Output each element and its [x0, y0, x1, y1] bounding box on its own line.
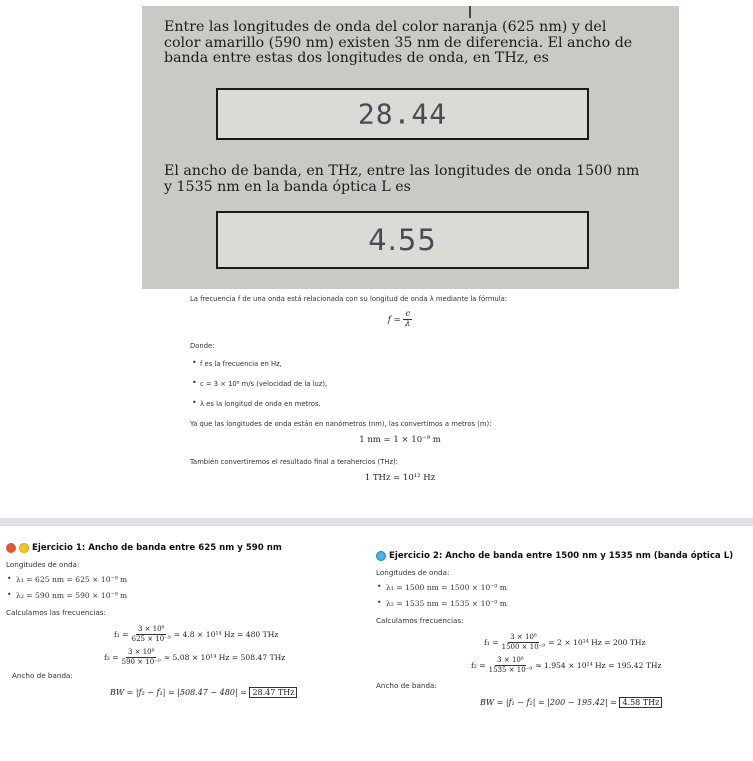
question-1-text: Entre las longitudes de onda del color naranja (625 nm) y del color amarillo (590 nm) existen 35 nm de diferencia. El ancho de banda entre estas dos longitudes de onda, en THz, es — [164, 19, 633, 66]
frequencies-label: Calculamos frecuencias: — [376, 616, 464, 625]
frequencies-label: Calculamos las frecuencias: — [6, 608, 106, 617]
definition-c: • c = 3 × 10⁸ m/s (velocidad de la luz), — [190, 379, 610, 389]
scanned-worksheet — [142, 6, 679, 289]
exercise-2-panel — [376, 551, 746, 707]
exercise-1-heading — [6, 543, 351, 553]
exercise-2-heading — [376, 551, 746, 561]
f1-equation: f₁ = $\frac{\text{3 × 10⁸}}{\text{1500 × 10⁻⁹}}$ = 2 × 10¹⁴ Hz = 200 THz — [484, 633, 646, 651]
section-divider — [0, 518, 753, 526]
lambda-2: • λ₂ = 590 nm = 590 × 10⁻⁹ m — [6, 591, 351, 600]
wavelength-list — [6, 575, 351, 600]
bandwidth-result: 28.47 THz — [249, 687, 297, 698]
explanation-section — [190, 294, 610, 483]
exercise-1-panel — [6, 543, 351, 697]
pen-mark — [469, 6, 471, 18]
red-circle-icon — [6, 543, 16, 553]
frequency-formula: f = $\frac{c}{\lambda}$ — [387, 309, 411, 329]
wavelengths-label: Longitudes de onda: — [376, 568, 450, 577]
exercise-1-title: Ejercicio 1: Ancho de banda entre 625 nm y 590 nm — [32, 543, 282, 553]
formula-fraction: $\frac{c}{\lambda}$ — [405, 309, 411, 329]
bandwidth-equation: BW = |f₁ − f₂| = |200 − 195.42| = 4.58 THz — [480, 698, 746, 707]
question-2-text: El ancho de banda, en THz, entre las longitudes de onda 1500 nm y 1535 nm en la banda óptica L es — [164, 163, 640, 195]
lambda-2: • λ₂ = 1535 nm = 1535 × 10⁻⁹ m — [376, 599, 746, 608]
where-label: Donde: — [190, 342, 215, 350]
frequency-intro: La frecuencia f de una onda está relacionada con su longitud de onda λ mediante la fórmula: — [190, 295, 508, 303]
f1-equation: f₁ = $\frac{\text{3 × 10⁸}}{\text{625 × 10⁻⁹}}$ = 4.8 × 10¹⁴ Hz = 480 THz — [114, 625, 279, 643]
definition-lambda: • λ es la longitud de onda en metros. — [190, 399, 610, 409]
definition-f: • f es la frecuencia en Hz, — [190, 359, 610, 369]
bandwidth-equation: BW = |f₂ − f₁| = |508.47 − 480| = 28.47 THz — [110, 688, 351, 697]
handwritten-answer-1: 28.44 — [357, 97, 448, 131]
wavelengths-label: Longitudes de onda: — [6, 560, 80, 569]
bandwidth-label: Ancho de banda: — [376, 681, 437, 690]
answer-box-1 — [216, 88, 589, 140]
definitions-list — [190, 359, 610, 409]
lambda-1: • λ₁ = 625 nm = 625 × 10⁻⁹ m — [6, 575, 351, 584]
answer-box-2 — [216, 211, 589, 269]
f2-equation: f₂ = $\frac{\text{3 × 10⁸}}{\text{590 × 10⁻⁹}}$ ≈ 5.08 × 10¹⁴ Hz = 508.47 THz — [104, 648, 286, 666]
nm-formula: 1 nm = 1 × 10⁻⁹ m — [359, 435, 441, 445]
yellow-circle-icon — [19, 543, 29, 553]
lambda-1: • λ₁ = 1500 nm = 1500 × 10⁻⁹ m — [376, 583, 746, 592]
thz-formula: 1 THz = 10¹² Hz — [364, 473, 436, 483]
f2-equation: f₂ = $\frac{\text{3 × 10⁸}}{\text{1535 × 10⁻⁹}}$ ≈ 1.954 × 10¹⁴ Hz = 195.42 THz — [471, 656, 662, 674]
blue-circle-icon — [376, 551, 386, 561]
bandwidth-label: Ancho de banda: — [12, 671, 73, 680]
exercise-2-title: Ejercicio 2: Ancho de banda entre 1500 nm y 1535 nm (banda óptica L) — [389, 551, 734, 561]
thz-conversion-note: También convertiremos el resultado final a terahercios (THz): — [190, 458, 398, 466]
handwritten-answer-2: 4.55 — [368, 223, 437, 257]
wavelength-list — [376, 583, 746, 608]
nm-conversion-note: Ya que las longitudes de onda están en nanómetros (nm), las convertimos a metros (m): — [190, 420, 492, 428]
bandwidth-result: 4.58 THz — [619, 697, 662, 708]
